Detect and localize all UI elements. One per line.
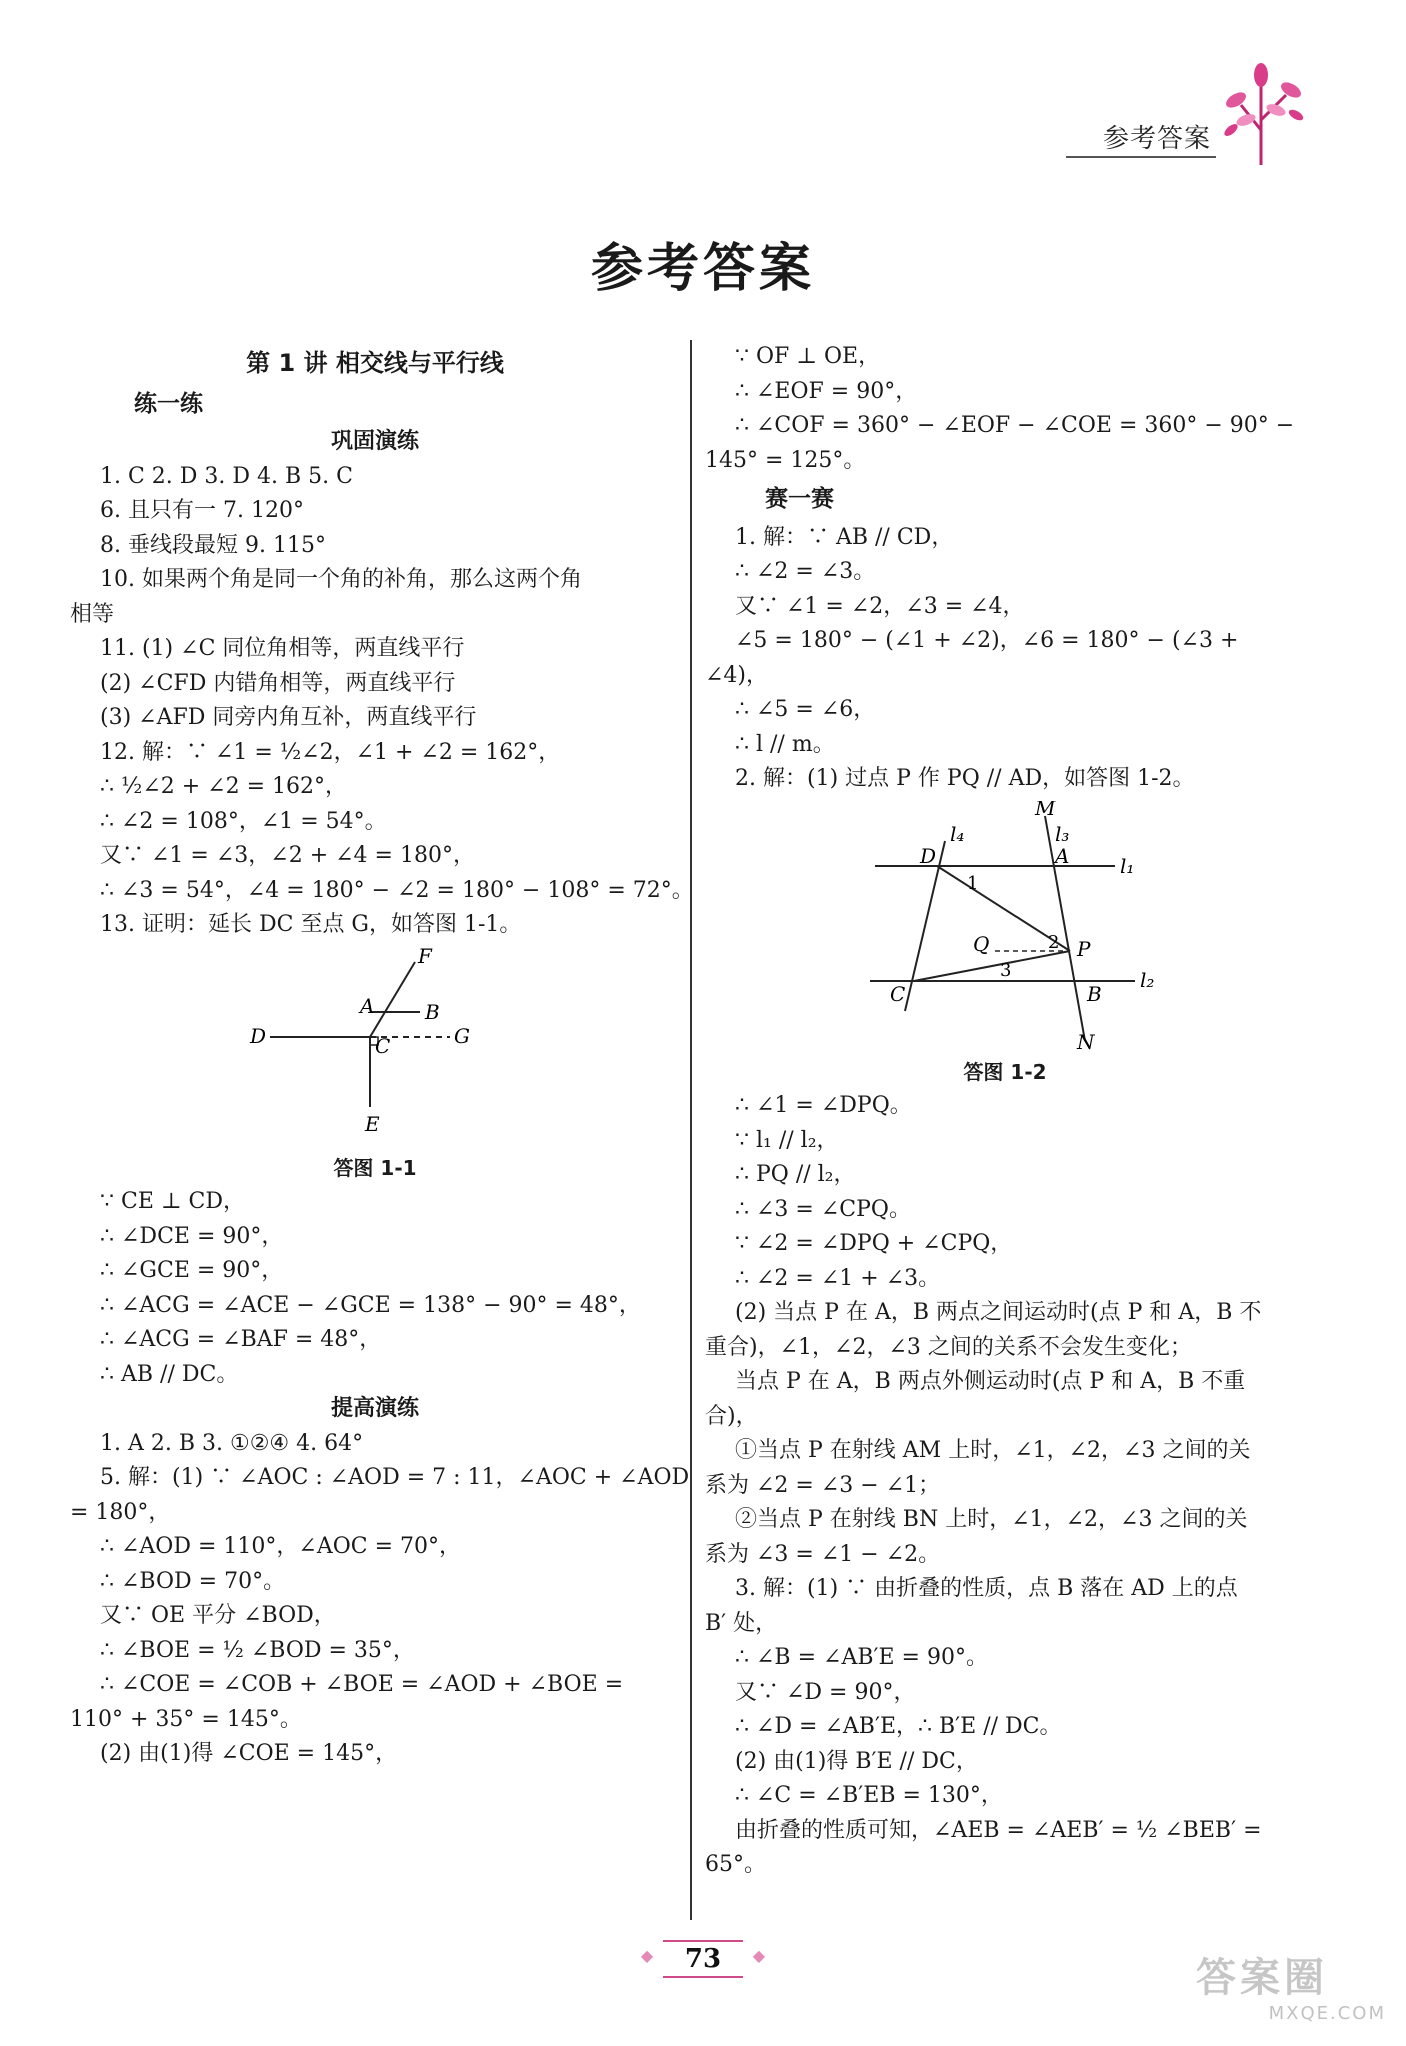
figure-1-1-diagram <box>70 947 680 1147</box>
answer-line: ∴ PQ // l₂， <box>735 1162 856 1187</box>
column-divider <box>690 340 692 1920</box>
subsection-advanced: 提高演练 <box>330 1396 419 1421</box>
label-B: B <box>425 999 440 1024</box>
label-l3: l₃ <box>1055 821 1070 846</box>
page-header <box>896 60 1316 170</box>
answer-line: 系为 ∠3 = ∠1 − ∠2。 <box>705 1541 941 1567</box>
answer-line: 又∵ ∠D = 90°， <box>735 1679 916 1705</box>
answer-line: ∴ ∠3 = 54°，∠4 = 180° − ∠2 = 180° − 108° = 72°。 <box>100 877 694 903</box>
answer-line: 2. 解：(1) 过点 P 作 PQ // AD，如答图 1-2。 <box>735 766 1195 791</box>
page-title: 参考答案 <box>590 239 815 299</box>
figure-1-2-diagram <box>705 801 1305 1051</box>
section-competition: 赛一赛 <box>765 486 834 512</box>
label-2: 2 <box>1048 931 1060 953</box>
answer-line: 8. 垂线段最短 9. 115° <box>100 532 326 558</box>
answer-line: ∴ ∠GCE = 90°， <box>100 1258 284 1283</box>
answer-line: 系为 ∠2 = ∠3 − ∠1； <box>705 1472 941 1498</box>
label-M: M <box>1035 800 1056 820</box>
answer-line: 6. 且只有一 7. 120° <box>100 498 304 523</box>
label-l4: l₄ <box>950 821 965 846</box>
answer-line: 3. 解：(1) ∵ 由折叠的性质，点 B 落在 AD 上的点 <box>735 1576 1238 1601</box>
answer-line: (3) ∠AFD 同旁内角互补，两直线平行 <box>100 705 477 730</box>
label-C: C <box>375 1033 391 1058</box>
answer-line: ∴ ∠COE = ∠COB + ∠BOE = ∠AOD + ∠BOE = <box>100 1672 624 1697</box>
answer-line: ∴ ∠C = ∠B′EB = 130°， <box>735 1783 1003 1808</box>
answer-line: ∴ ½∠2 + ∠2 = 162°， <box>100 774 348 799</box>
answer-line: 又∵ ∠1 = ∠3，∠2 + ∠4 = 180°， <box>100 843 475 868</box>
answer-line: 1. 解：∵ AB // CD， <box>735 524 954 550</box>
answer-line: (2) 由(1)得 ∠COE = 145°， <box>100 1741 398 1766</box>
answer-line: ∴ ∠2 = ∠3。 <box>735 559 876 584</box>
answer-line: ∴ ∠3 = ∠CPQ。 <box>735 1196 911 1222</box>
answer-line: (2) 由(1)得 B′E // DC， <box>735 1748 978 1774</box>
chapter-title: 第 1 讲 相交线与平行线 <box>246 349 504 377</box>
answer-line: 12. 解：∵ ∠1 = ½∠2，∠1 + ∠2 = 162°， <box>100 739 561 765</box>
watermark-logo <box>1196 1946 1386 2036</box>
watermark-url: MXQE.COM <box>1268 2003 1386 2024</box>
answer-line: ∴ ∠D = ∠AB′E，∴ B′E // DC。 <box>735 1714 1062 1739</box>
answer-line: ∴ ∠ACG = ∠ACE − ∠GCE = 138° − 90° = 48°， <box>100 1292 641 1318</box>
answer-line: ∴ ∠BOD = 70°。 <box>100 1568 286 1594</box>
answer-line: 5. 解：(1) ∵ ∠AOC : ∠AOD = 7 : 11，∠AOC + ∠AOD <box>100 1465 690 1490</box>
label-1: 1 <box>967 872 979 894</box>
answer-line: ∴ ∠1 = ∠DPQ。 <box>735 1093 912 1118</box>
answer-line: ①当点 P 在射线 AM 上时，∠1，∠2，∠3 之间的关 <box>735 1438 1251 1463</box>
label-F: F <box>418 946 432 968</box>
header-underline <box>1066 156 1216 158</box>
answer-line: 相等 <box>70 601 115 627</box>
answer-line: ∴ ∠BOE = ½ ∠BOD = 35°， <box>100 1637 415 1663</box>
right-column <box>705 340 1305 1883</box>
answer-line: 10. 如果两个角是同一个角的补角，那么这两个角 <box>100 567 582 592</box>
answer-line: ∵ CE ⊥ CD， <box>100 1189 246 1214</box>
answer-line: ∴ ∠COF = 360° − ∠EOF − ∠COE = 360° − 90° − <box>735 413 1295 438</box>
left-column <box>70 340 694 1772</box>
figure-1-1 <box>70 947 680 1147</box>
answer-line: = 180°， <box>70 1499 171 1525</box>
answer-line: (2) ∠CFD 内错角相等，两直线平行 <box>100 670 456 696</box>
answer-line: 1. A 2. B 3. ①②④ 4. 64° <box>100 1430 364 1456</box>
answer-line: 1. C 2. D 3. D 4. B 5. C <box>100 463 353 489</box>
section-practice: 练一练 <box>134 390 203 417</box>
label-D: D <box>920 843 937 868</box>
answer-line: ∴ ∠2 = ∠1 + ∠3。 <box>735 1265 941 1291</box>
answer-line: ∴ ∠AOD = 110°，∠AOC = 70°， <box>100 1534 462 1559</box>
answer-line: 11. (1) ∠C 同位角相等，两直线平行 <box>100 636 465 661</box>
watermark-main: 答案圈 <box>1196 1955 1328 2001</box>
answer-line: ∴ ∠B = ∠AB′E = 90°。 <box>735 1645 988 1670</box>
answer-line: ②当点 P 在射线 BN 上时，∠1，∠2，∠3 之间的关 <box>735 1507 1248 1532</box>
subsection-basic: 巩固演练 <box>330 429 419 454</box>
answer-line: ∴ ∠EOF = 90°， <box>735 378 918 404</box>
label-3: 3 <box>1000 959 1012 981</box>
answer-line: ∴ AB // DC。 <box>100 1361 239 1387</box>
answer-line: 又∵ ∠1 = ∠2，∠3 = ∠4， <box>735 593 1025 619</box>
answer-line: 合)， <box>705 1403 758 1429</box>
answer-line: ∵ l₁ // l₂， <box>735 1127 839 1153</box>
figure-1-2 <box>705 801 1305 1051</box>
label-A: A <box>1055 843 1070 868</box>
answer-line: ∵ OF ⊥ OE， <box>735 344 881 369</box>
answer-line: 当点 P 在 A，B 两点外侧运动时(点 P 和 A，B 不重 <box>735 1369 1246 1394</box>
header-title: 参考答案 <box>1102 124 1211 154</box>
answer-line: ∴ ∠2 = 108°，∠1 = 54°。 <box>100 808 387 834</box>
tree-logo-icon <box>1206 60 1316 170</box>
page-number-text: ◆ 73 ◆ <box>663 1940 743 1978</box>
label-l2: l₂ <box>1140 967 1155 992</box>
label-G: G <box>454 1023 470 1048</box>
answer-line: ∠5 = 180° − (∠1 + ∠2)，∠6 = 180° − (∠3 + <box>735 628 1239 653</box>
label-Q: Q <box>973 931 990 956</box>
answer-line: ∠4)， <box>705 662 769 688</box>
answer-line: ∴ ∠ACG = ∠BAF = 48°， <box>100 1327 382 1352</box>
label-l1: l₁ <box>1120 853 1135 878</box>
answer-line: 65°。 <box>705 1852 766 1877</box>
answer-line: 145° = 125°。 <box>705 447 866 473</box>
answer-line: 13. 证明：延长 DC 至点 G，如答图 1-1。 <box>100 912 522 937</box>
answer-line: (2) 当点 P 在 A，B 两点之间运动时(点 P 和 A，B 不 <box>735 1300 1262 1325</box>
label-D: D <box>250 1023 267 1048</box>
figure-1-1-caption: 答图 1-1 <box>333 1155 417 1180</box>
label-N: N <box>1077 1029 1095 1051</box>
answer-line: 重合)，∠1，∠2，∠3 之间的关系不会发生变化； <box>705 1334 1192 1360</box>
answer-line: ∴ l // m。 <box>735 731 835 757</box>
answer-line: 110° + 35° = 145°。 <box>70 1706 302 1732</box>
answer-line: 由折叠的性质可知，∠AEB = ∠AEB′ = ½ ∠BEB′ = <box>735 1817 1262 1843</box>
answer-line: ∴ ∠DCE = 90°， <box>100 1223 284 1249</box>
label-C: C <box>890 981 906 1006</box>
label-A: A <box>360 993 375 1018</box>
label-P: P <box>1077 936 1091 961</box>
answer-line: B′ 处， <box>705 1610 778 1636</box>
figure-1-2-caption: 答图 1-2 <box>963 1059 1047 1084</box>
answer-line: ∵ ∠2 = ∠DPQ + ∠CPQ， <box>735 1231 1013 1256</box>
label-B: B <box>1087 981 1102 1006</box>
label-E: E <box>365 1111 380 1136</box>
answer-line: 又∵ OE 平分 ∠BOD， <box>100 1603 336 1628</box>
answer-line: ∴ ∠5 = ∠6， <box>735 697 876 722</box>
